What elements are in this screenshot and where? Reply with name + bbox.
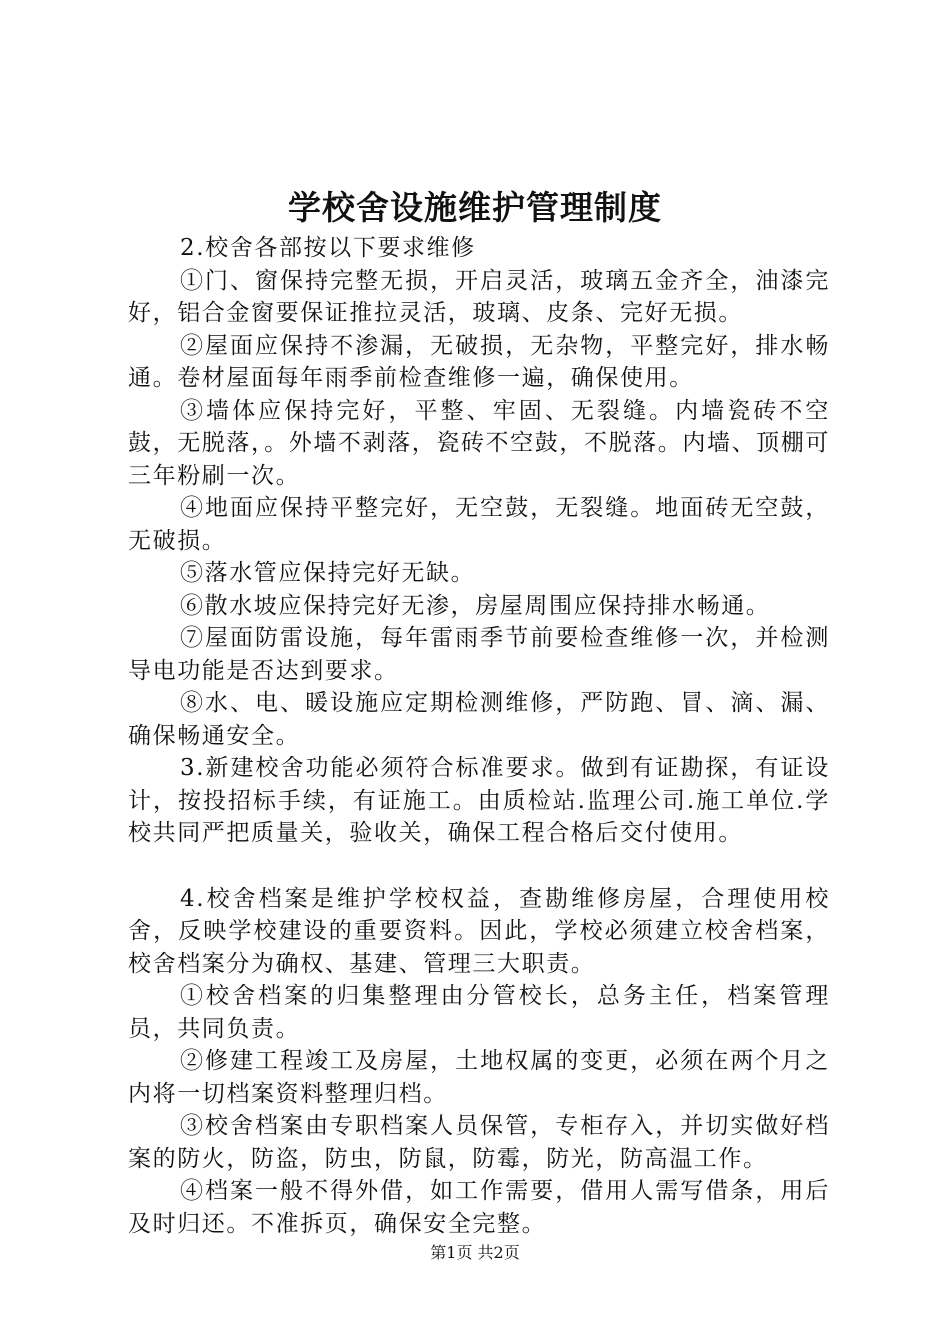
paragraph: ④档案一般不得外借，如工作需要，借用人需写借条，用后及时归还。不准拆页，确保安全完整。 bbox=[128, 1178, 830, 1237]
paragraph: ①门、窗保持完整无损，开启灵活，玻璃五金齐全，油漆完好，铝合金窗要保证推拉灵活，玻璃、皮条、完好无损。 bbox=[128, 267, 830, 326]
paragraph: ⑧水、电、暖设施应定期检测维修，严防跑、冒、滴、漏、确保畅通安全。 bbox=[128, 690, 830, 749]
paragraph: ②修建工程竣工及房屋，土地权属的变更，必须在两个月之内将一切档案资料整理归档。 bbox=[128, 1048, 830, 1107]
document-title: 学校舍设施维护管理制度 bbox=[288, 188, 662, 227]
paragraph: ③校舍档案由专职档案人员保管，专柜存入，并切实做好档案的防火，防盗，防虫，防鼠，防霉，防光，防高温工作。 bbox=[128, 1113, 830, 1172]
paragraph: ⑥散水坡应保持完好无渗，房屋周围应保持排水畅通。 bbox=[180, 592, 771, 619]
paragraph: ①校舍档案的归集整理由分管校长，总务主任，档案管理员，共同负责。 bbox=[128, 983, 830, 1042]
paragraph: ③墙体应保持完好，平整、牢固、无裂缝。内墙瓷砖不空鼓，无脱落，。外墙不剥落，瓷砖不空鼓，不脱落。内墙、顶棚可三年粉刷一次。 bbox=[128, 397, 830, 489]
document-body bbox=[128, 232, 830, 1240]
page-footer: 第1页 共2页 bbox=[430, 1243, 520, 1262]
paragraph-gap bbox=[128, 850, 830, 883]
paragraph: ②屋面应保持不渗漏，无破损，无杂物，平整完好，排水畅通。卷材屋面每年雨季前检查维修一遍，确保使用。 bbox=[128, 332, 830, 391]
paragraph: ⑤落水管应保持完好无缺。 bbox=[180, 560, 476, 586]
paragraph: ⑦屋面防雷设施，每年雷雨季节前要检查维修一次，并检测导电功能是否达到要求。 bbox=[128, 625, 830, 684]
paragraph: 3.新建校舍功能必须符合标准要求。做到有证勘探，有证设计，按投招标手续，有证施工。由质检站.监理公司.施工单位.学校共同严把质量关，验收关，确保工程合格后交付使用。 bbox=[128, 755, 830, 846]
paragraph: 2.校舍各部按以下要求维修 bbox=[180, 235, 476, 261]
paragraph: ④地面应保持平整完好，无空鼓，无裂缝。地面砖无空鼓，无破损。 bbox=[128, 495, 830, 554]
paragraph: 4.校舍档案是维护学校权益，查勘维修房屋，合理使用校舍，反映学校建设的重要资料。因此，学校必须建立校舍档案，校舍档案分为确权、基建、管理三大职责。 bbox=[128, 885, 830, 977]
